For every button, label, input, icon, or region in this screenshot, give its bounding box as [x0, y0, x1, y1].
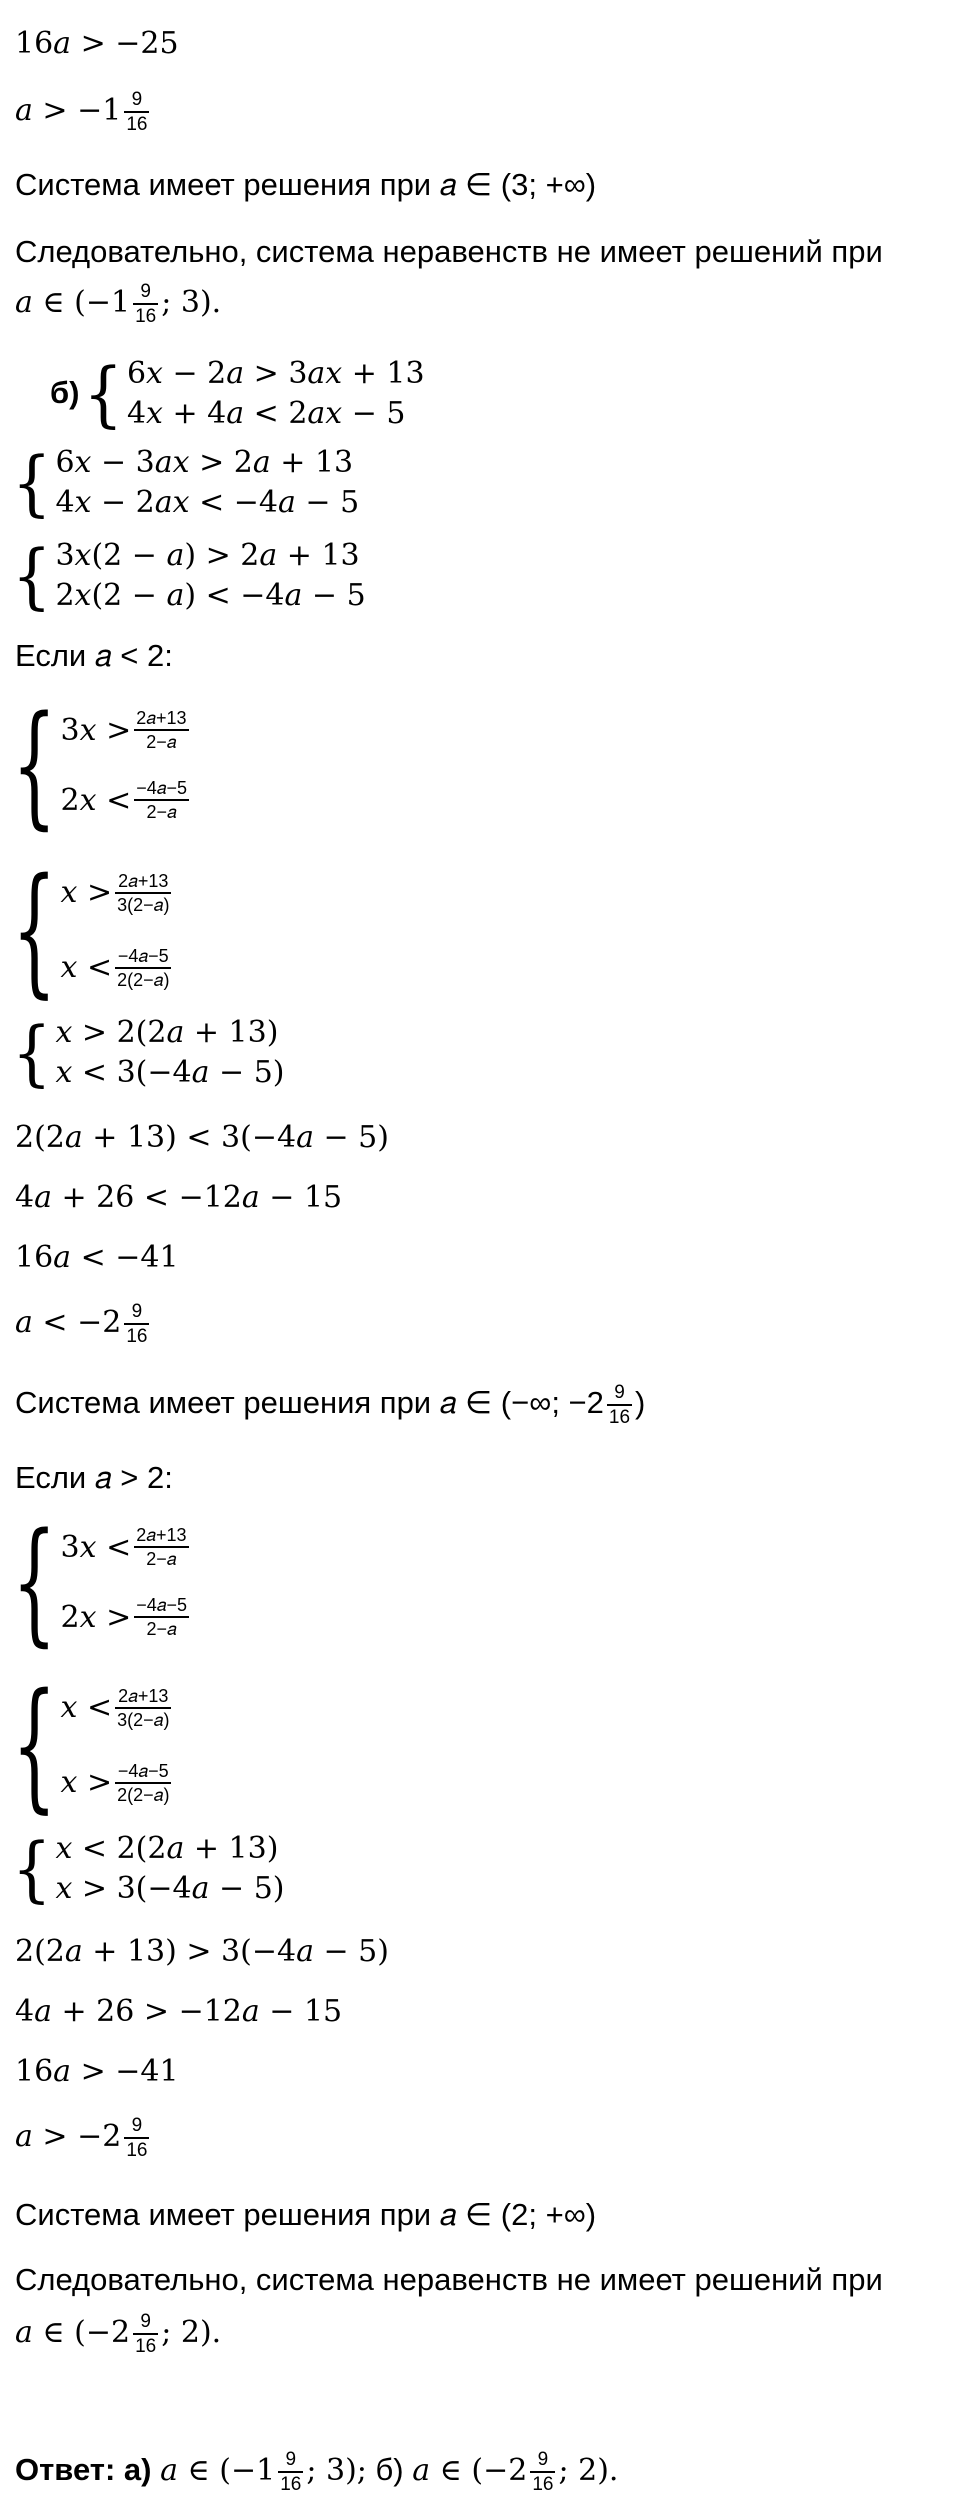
- left-brace: {: [12, 848, 57, 1012]
- left-brace: {: [12, 440, 52, 524]
- left-brace: {: [12, 1504, 57, 1660]
- fraction: $\frac{9}{16}$: [126, 89, 148, 135]
- inequality-line: 2(2𝑎 + 13) > 3(−4𝑎 − 5): [15, 1934, 389, 1969]
- system-b: б) { 6𝑥 − 2𝑎 > 3𝑎𝑥 + 13 4𝑥 + 4𝑎 < 2𝑎𝑥 − 5: [50, 353, 425, 433]
- text-line: Система имеет решения при 𝑎 ∈ (−∞; −2 $\frac{9}{16}$ ): [15, 1382, 646, 1428]
- system-fraction: { 𝑥 > $\frac{\text{2𝑎+13}}{\text{3(2−𝑎)}}$ 𝑥 < $\frac{\text{−4𝑎−5}}{\text{2(2−𝑎)}}$: [12, 855, 174, 1005]
- inequality-line: 4𝑎 + 26 < −12𝑎 − 15: [15, 1180, 343, 1215]
- text-line: Система имеет решения при 𝑎 ∈ (2; +∞): [15, 2197, 597, 2232]
- interval-line: 𝑎 ∈ (−2 $\frac{9}{16}$ ; 2).: [15, 2311, 222, 2357]
- left-brace: {: [12, 1826, 52, 1910]
- answer-line: Ответ: а) 𝑎 ∈ (−1 $\frac{9}{16}$ ; 3); б) 𝑎 ∈ (−2 $\frac{9}{16}$ ; 2).: [15, 2449, 619, 2495]
- inequality-line: 16𝑎 < −41: [15, 1240, 179, 1275]
- system: { 3𝑥(2 − 𝑎) > 2𝑎 + 13 2𝑥(2 − 𝑎) < −4𝑎 − 5: [12, 535, 366, 615]
- system-fraction: { 𝑥 < $\frac{\text{2𝑎+13}}{\text{3(2−𝑎)}}$ 𝑥 > $\frac{\text{−4𝑎−5}}{\text{2(2−𝑎)}}$: [12, 1670, 174, 1820]
- inequality-line: 16𝑎 > −25: [15, 26, 179, 61]
- left-brace: {: [83, 351, 123, 435]
- interval-line: 𝑎 ∈ (−1 $\frac{9}{16}$ ; 3).: [15, 281, 222, 327]
- system-fraction: { 3𝑥 > $\frac{\text{2𝑎+13}}{\text{2−𝑎}}$ 2𝑥 < $\frac{\text{−4𝑎−5}}{\text{2−𝑎}}$: [12, 695, 192, 835]
- text-line: Следовательно, система неравенств не имеет решений при: [15, 234, 883, 269]
- inequality-line: 𝑎 > −1 $\frac{9}{16}$: [15, 89, 148, 135]
- text-line: Следовательно, система неравенств не имеет решений при: [15, 2262, 883, 2297]
- inequality-line: 16𝑎 > −41: [15, 2054, 179, 2089]
- inequality-line: 4𝑎 + 26 > −12𝑎 − 15: [15, 1994, 343, 2029]
- left-brace: {: [12, 687, 57, 843]
- left-brace: {: [12, 533, 52, 617]
- system-fraction: { 3𝑥 < $\frac{\text{2𝑎+13}}{\text{2−𝑎}}$ 2𝑥 > $\frac{\text{−4𝑎−5}}{\text{2−𝑎}}$: [12, 1512, 192, 1652]
- system: { 6𝑥 − 3𝑎𝑥 > 2𝑎 + 13 4𝑥 − 2𝑎𝑥 < −4𝑎 − 5: [12, 442, 359, 522]
- left-brace: {: [12, 1663, 57, 1827]
- inequality-line: 𝑎 > −2 $\frac{9}{16}$: [15, 2115, 148, 2161]
- inequality-line: 2(2𝑎 + 13) < 3(−4𝑎 − 5): [15, 1120, 389, 1155]
- left-brace: {: [12, 1010, 52, 1094]
- system: { 𝑥 > 2(2𝑎 + 13) 𝑥 < 3(−4𝑎 − 5): [12, 1012, 284, 1092]
- system: { 𝑥 < 2(2𝑎 + 13) 𝑥 > 3(−4𝑎 − 5): [12, 1828, 284, 1908]
- case-heading: Если 𝑎 > 2:: [15, 1460, 173, 1495]
- inequality-line: 𝑎 < −2 $\frac{9}{16}$: [15, 1301, 148, 1347]
- text-line: Система имеет решения при 𝑎 ∈ (3; +∞): [15, 167, 597, 202]
- case-heading: Если 𝑎 < 2:: [15, 638, 173, 673]
